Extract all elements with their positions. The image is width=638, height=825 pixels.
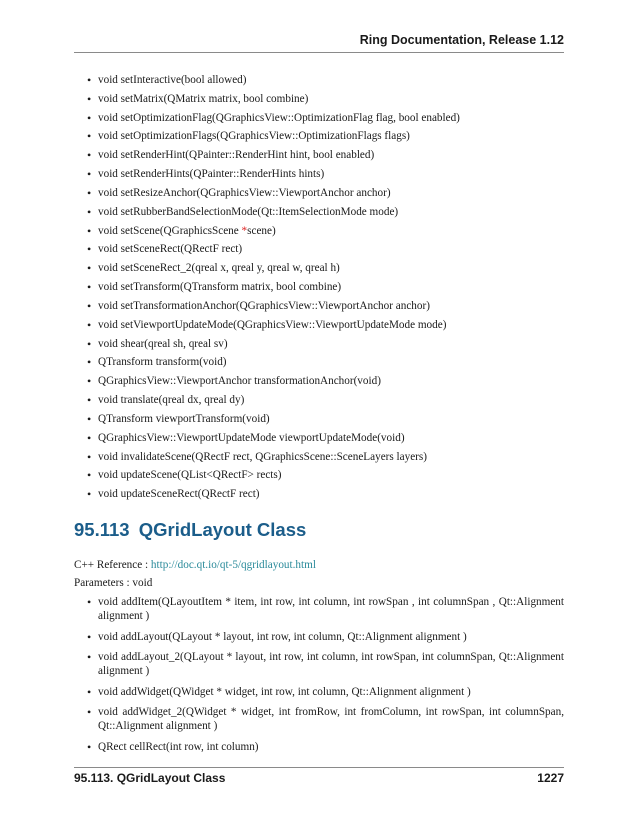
- list-item: • void invalidateScene(QRectF rect, QGraphicsScene::SceneLayers layers): [74, 450, 564, 469]
- list-item: • void setSceneRect_2(qreal x, qreal y, qreal w, qreal h): [74, 261, 564, 280]
- list-item: • QRect cellRect(int row, int column): [74, 740, 564, 754]
- running-header-title: Ring Documentation, Release 1.12: [359, 33, 564, 47]
- header-divider: [74, 52, 564, 53]
- section-number: 95.113: [74, 519, 130, 540]
- list-item: • void setSceneRect(QRectF rect): [74, 242, 564, 261]
- list-item: • void shear(qreal sh, qreal sv): [74, 337, 564, 356]
- list-item: • void addLayout(QLayout * layout, int row, int column, Qt::Alignment alignment ): [74, 630, 564, 644]
- list-item: • QGraphicsView::ViewportAnchor transformationAnchor(void): [74, 374, 564, 393]
- list-item: • void setRenderHints(QPainter::RenderHints hints): [74, 167, 564, 186]
- list-item: • QGraphicsView::ViewportUpdateMode viewportUpdateMode(void): [74, 431, 564, 450]
- parameters-line: Parameters : void: [74, 577, 153, 589]
- list-item: • void setOptimizationFlags(QGraphicsView::OptimizationFlags flags): [74, 129, 564, 148]
- footer-section-label: 95.113. QGridLayout Class: [74, 771, 226, 785]
- cpp-reference-link[interactable]: http://doc.qt.io/qt-5/qgridlayout.html: [150, 559, 316, 571]
- list-item: • void setRubberBandSelectionMode(Qt::ItemSelectionMode mode): [74, 205, 564, 224]
- list-item: • void setRenderHint(QPainter::RenderHint hint, bool enabled): [74, 148, 564, 167]
- section-title: QGridLayout Class: [138, 519, 307, 540]
- list-item: • void translate(qreal dx, qreal dy): [74, 393, 564, 412]
- list-item: • void setResizeAnchor(QGraphicsView::ViewportAnchor anchor): [74, 186, 564, 205]
- cpp-reference-line: [74, 558, 316, 572]
- list-item: • void updateScene(QList<QRectF> rects): [74, 468, 564, 487]
- list-item: • void setScene(QGraphicsScene *scene): [74, 224, 564, 243]
- list-item: • QTransform viewportTransform(void): [74, 412, 564, 431]
- footer-divider: [74, 767, 564, 768]
- list-item: • void addItem(QLayoutItem * item, int row, int column, int rowSpan , int columnSpan , Qt::Alignment alignment ): [74, 595, 564, 623]
- list-item: • void addWidget_2(QWidget * widget, int fromRow, int fromColumn, int rowSpan, int columnSpan, Qt::Alignment alignment ): [74, 705, 564, 733]
- section-heading: [74, 519, 306, 541]
- list-item: • void setMatrix(QMatrix matrix, bool combine): [74, 92, 564, 111]
- page-number: 1227: [537, 771, 564, 785]
- method-list-qgraphicsview: [74, 73, 564, 506]
- list-item: • void addLayout_2(QLayout * layout, int row, int column, int rowSpan, int columnSpan, Qt::Alignment alignment ): [74, 650, 564, 678]
- list-item: • void setInteractive(bool allowed): [74, 73, 564, 92]
- pointer-asterisk: *: [241, 224, 248, 237]
- list-item: • void setTransform(QTransform matrix, bool combine): [74, 280, 564, 299]
- list-item: • void updateSceneRect(QRectF rect): [74, 487, 564, 506]
- cpp-reference-label: C++ Reference :: [74, 559, 151, 571]
- list-item: • void setViewportUpdateMode(QGraphicsView::ViewportUpdateMode mode): [74, 318, 564, 337]
- list-item: • void setOptimizationFlag(QGraphicsView::OptimizationFlag flag, bool enabled): [74, 111, 564, 130]
- list-item: • void setTransformationAnchor(QGraphicsView::ViewportAnchor anchor): [74, 299, 564, 318]
- method-list-qgridlayout: [74, 595, 564, 760]
- list-item: • void addWidget(QWidget * widget, int row, int column, Qt::Alignment alignment ): [74, 685, 564, 699]
- list-item: • QTransform transform(void): [74, 355, 564, 374]
